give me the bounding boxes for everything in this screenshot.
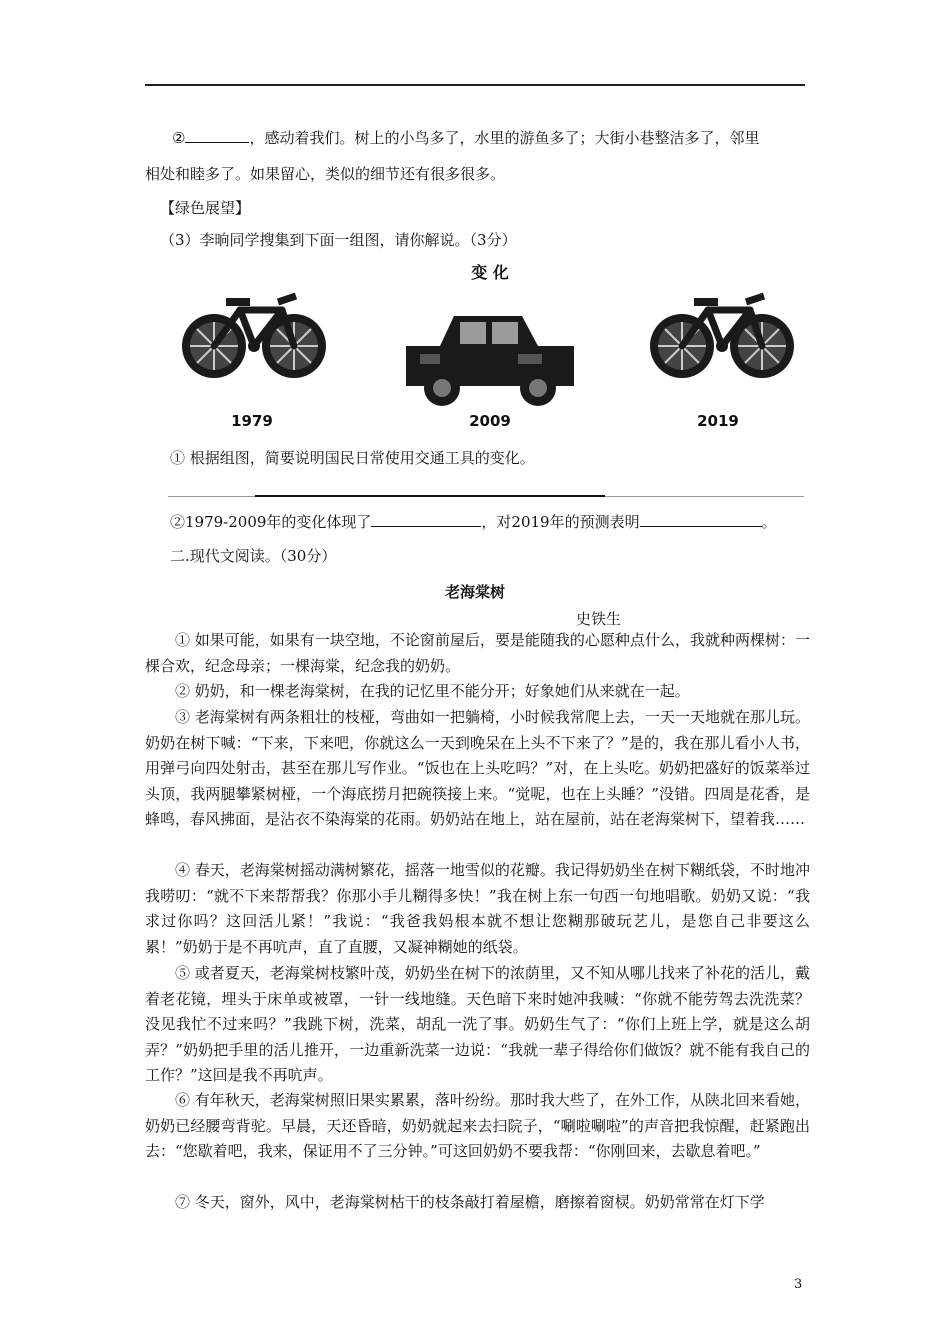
article-author: 史铁生 bbox=[576, 610, 622, 628]
item-2-blank[interactable] bbox=[185, 128, 249, 143]
item-2-number: ② bbox=[172, 129, 186, 147]
paragraph-2: ② 奶奶，和一棵老海棠树，在我的记忆里不能分开；好象她们从来就在一起。 bbox=[175, 682, 690, 700]
question-2-blank-1[interactable] bbox=[371, 512, 481, 527]
article-title: 老海棠树 bbox=[444, 583, 505, 601]
figure-title: 变 化 bbox=[471, 263, 509, 282]
paragraph-3: ③ 老海棠树有两条粗壮的枝桠，弯曲如一把躺椅，小时候我常爬上去，一天一天地就在那儿玩。奶奶在树下喊：“下来，下来吧，你就这么一天到晚呆在上头不下来了？”是的，我在那儿看小人书，用弹弓向四处射击，甚至在那儿写作业。“饭也在上头吃吗？”对，在上头吃。奶奶把盛好的饭菜举过头顶，我两腿攀紧树桠，一个海底捞月把碗筷接上来。“觉呢，也在上头睡？”没错。四周是花香，是蜂鸣，春风拂面，是沾衣不染海棠的花雨。奶奶站在地上，站在屋前，站在老海棠树下，望着我…… bbox=[145, 708, 810, 828]
car-icon bbox=[406, 316, 574, 406]
question-2-part-b: ，对2019年的预测表明 bbox=[481, 513, 640, 531]
paragraph-7: ⑦ 冬天，窗外，风中，老海棠树枯干的枝条敲打着屋檐，磨擦着窗棂。奶奶常常在灯下学 bbox=[175, 1193, 765, 1211]
question-1: ① 根据组图，简要说明国民日常使用交通工具的变化。 bbox=[170, 449, 535, 467]
answer-line-dark bbox=[255, 495, 605, 497]
question-3-prompt: （3）李晌同学搜集到下面一组图，请你解说。（3分） bbox=[160, 231, 517, 249]
transport-change-figure bbox=[170, 258, 810, 440]
paragraph-5: ⑤ 或者夏天，老海棠树枝繁叶茂，奶奶坐在树下的浓荫里，又不知从哪儿找来了补花的活儿，戴着老花镜，埋头于床单或被罩，一针一线地缝。天色暗下来时她冲我喊：“你就不能劳驾去洗洗菜？没见我忙不过来吗？”我跳下树，洗菜，胡乱一洗了事。奶奶生气了：“你们上班上学，就是这么胡弄？”奶奶把手里的活儿推开，一边重新洗菜一边说：“我就一辈子得给你们做饭？就不能有我自己的工作？”这回是我不再吭声。 bbox=[145, 964, 810, 1084]
paragraph-4: ④ 春天，老海棠树摇动满树繁花，摇落一地雪似的花瓣。我记得奶奶坐在树下糊纸袋，不时地冲我唠叨：“就不下来帮帮我？你那小手儿糊得多快！”我在树上东一句西一句地唱歌。奶奶又说：“我求过你吗？这回活儿紧！”我说：“我爸我妈根本就不想让您糊那破玩艺儿，是您自己非要这么累！”奶奶于是不再吭声，直了直腰，又凝神糊她的纸袋。 bbox=[145, 861, 810, 956]
question-2 bbox=[170, 512, 777, 532]
page-number: 3 bbox=[794, 1277, 803, 1292]
item-2-text: ，感动着我们。树上的小鸟多了，水里的游鱼多了；大街小巷整洁多了，邻里 bbox=[249, 129, 760, 147]
bicycle-icon bbox=[182, 296, 326, 378]
year-label-1979: 1979 bbox=[231, 412, 273, 430]
year-label-2009: 2009 bbox=[469, 412, 511, 430]
year-label-2019: 2019 bbox=[697, 412, 739, 430]
question-2-part-c: 。 bbox=[761, 513, 777, 531]
green-outlook-heading: 【绿色展望】 bbox=[160, 199, 251, 217]
question-2-part-a: ②1979-2009年的变化体现了 bbox=[170, 513, 372, 531]
item-2-continuation: 相处和睦多了。如果留心，类似的细节还有很多很多。 bbox=[145, 165, 506, 183]
paragraph-6: ⑥ 有年秋天，老海棠树照旧果实累累，落叶纷纷。那时我大些了，在外工作，从陕北回来看她，奶奶已经腰弯背驼。早晨，天还昏暗，奶奶就起来去扫院子，“唰啦唰啦”的声音把我惊醒，赶紧跑出去：“您歇着吧，我来，保证用不了三分钟。”可这回奶奶不要我帮：“你刚回来，去歇息着吧。” bbox=[145, 1091, 810, 1160]
question-2-blank-2[interactable] bbox=[640, 512, 762, 527]
paragraph-1: ① 如果可能，如果有一块空地，不论窗前屋后，要是能随我的心愿种点什么，我就种两棵树：一棵合欢，纪念母亲；一棵海棠，纪念我的奶奶。 bbox=[145, 631, 810, 675]
bicycle-icon bbox=[650, 296, 794, 378]
header-rule bbox=[145, 84, 805, 86]
item-2-line bbox=[172, 128, 759, 148]
section-2-heading: 二.现代文阅读。（30分） bbox=[170, 547, 337, 565]
